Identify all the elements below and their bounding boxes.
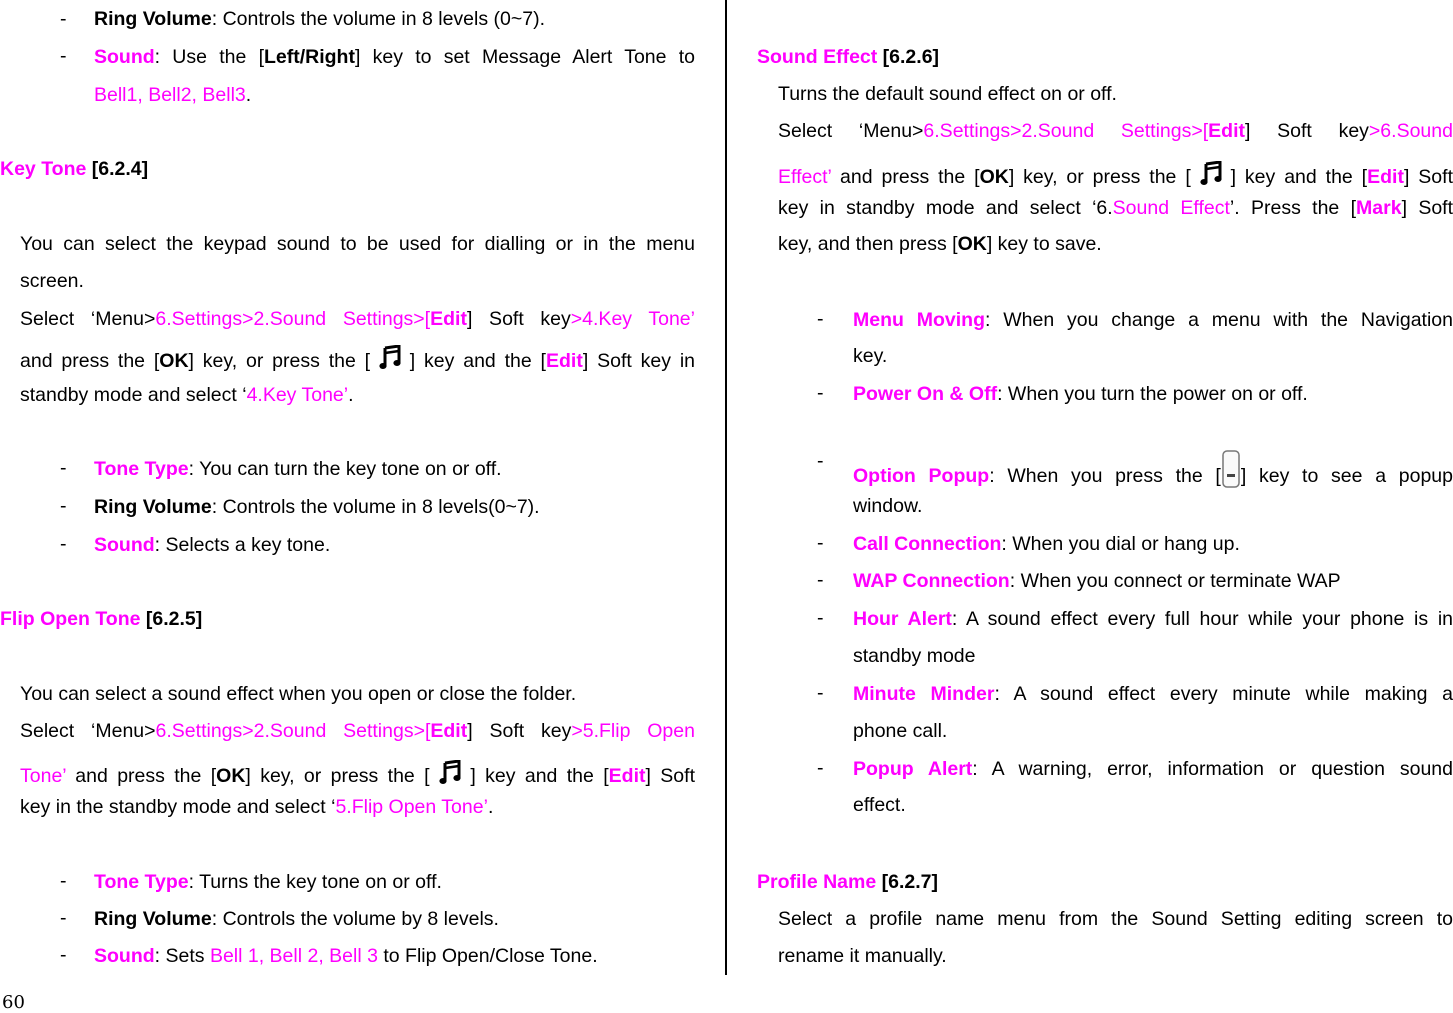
option-popup-desc: : When you press the [ — [989, 465, 1221, 487]
bell-options: Bell 1, Bell 2, Bell 3 — [209, 945, 378, 967]
minute-minder-label: Minute Minder — [853, 683, 995, 705]
popup-alert-label: Popup Alert — [853, 758, 973, 780]
standby-text: key in the standby mode and select ‘ — [20, 796, 336, 818]
ok-key: OK — [159, 350, 189, 372]
sound-options — [94, 83, 251, 107]
select-text: Select ‘Menu> — [778, 120, 924, 142]
standby-text: standby mode and select ‘ — [20, 384, 247, 406]
power-on-off-item — [853, 382, 1308, 406]
bullet-dash: - — [817, 382, 824, 404]
press-text: ] key and the [ — [400, 350, 546, 372]
ring-volume-item — [94, 907, 499, 931]
tone-type-label: Tone Type — [94, 458, 189, 480]
ring-volume-desc: : Controls the volume in 8 levels (0~7). — [211, 8, 546, 30]
hour-alert-item — [853, 607, 1453, 631]
phone-menu-key-icon — [1221, 450, 1241, 488]
sound-effect-standby-line — [778, 196, 1453, 220]
bullet-dash: - — [60, 944, 67, 966]
sound-effect-menu: Sound Effect — [1112, 197, 1230, 219]
tone-type-desc: : You can turn the key tone on or off. — [188, 458, 502, 480]
sound-effect-code: [6.2.6] — [882, 46, 940, 68]
ring-volume-item — [94, 7, 545, 31]
profile-name-title: Profile Name — [757, 871, 877, 893]
menu-path: 6.Settings>2.Sound Settings>[ — [923, 120, 1209, 142]
flip-tone-title: Flip Open Tone — [0, 608, 141, 630]
profile-name-desc-line: Select a profile name menu from the Sound Setting editing screen to — [778, 908, 1453, 930]
menu-moving-desc-2: key. — [853, 345, 888, 367]
ring-volume-label: Ring Volume — [94, 908, 212, 930]
option-popup-desc: ] key to see a popup — [1240, 465, 1453, 487]
bullet-dash: - — [817, 308, 824, 330]
press-text: and press the [ — [65, 765, 217, 787]
flip-tone-code: [6.2.5] — [145, 608, 203, 630]
key-tone-desc-line: You can select the keypad sound to be used for dialling or in the menu — [20, 233, 695, 255]
call-connection-label: Call Connection — [853, 533, 1002, 555]
sound-effect-press-line — [778, 161, 1453, 189]
flip-tone-press-line — [20, 760, 695, 788]
press-text: ] key and the [ — [460, 765, 609, 787]
edit-key: Edit — [545, 350, 583, 372]
call-connection-item — [853, 532, 1240, 556]
sound-effect-save-line — [778, 232, 1102, 256]
key-tone-menu: 4.Key Tone’ — [246, 384, 349, 406]
select-text: Select ‘Menu> — [20, 720, 156, 742]
menu-path-end: Effect’ — [778, 166, 832, 188]
sound-effect-select-line — [778, 119, 1453, 143]
ok-key: OK — [979, 166, 1009, 188]
period: . — [487, 796, 494, 818]
menu-path-end: >4.Key Tone’ — [570, 308, 695, 330]
menu-path: 6.Settings>2.Sound Settings>[ — [155, 308, 431, 330]
press-text: ] Soft — [645, 765, 695, 787]
menu-path-end: >6.Sound — [1368, 120, 1453, 142]
bullet-dash: - — [817, 450, 824, 472]
press-text: ] Soft — [1403, 166, 1453, 188]
bullet-dash: - — [60, 495, 67, 517]
flip-tone-desc: You can select a sound effect when you open or close the folder. — [20, 683, 577, 705]
press-text: ] Soft — [1401, 197, 1453, 219]
music-note-icon — [379, 345, 401, 371]
tone-type-item — [94, 457, 502, 481]
key-tone-desc-line: screen. — [20, 270, 84, 292]
sound-item — [94, 533, 330, 557]
press-text: ] key, or press the [ — [245, 765, 439, 787]
sound-text: : Use the [ — [154, 46, 264, 68]
press-text: ] Soft key in — [582, 350, 695, 372]
standby-text: key in standby mode and select ‘6. — [778, 197, 1113, 219]
flip-tone-select-line — [20, 719, 695, 743]
column-divider — [725, 0, 727, 975]
popup-alert-item — [853, 757, 1453, 781]
wap-connection-desc: : When you connect or terminate WAP — [1009, 570, 1341, 592]
press-text: ] key and the [ — [1221, 166, 1368, 188]
minute-minder-item — [853, 682, 1453, 706]
profile-name-desc-line: rename it manually. — [778, 945, 947, 967]
hour-alert-desc: : A sound effect every full hour while your phone is in — [951, 608, 1453, 630]
key-tone-select-line — [20, 307, 695, 331]
sound-desc: : Sets — [154, 945, 210, 967]
option-popup-desc-2: window. — [853, 495, 923, 517]
bullet-dash: - — [60, 457, 67, 479]
wap-connection-label: WAP Connection — [853, 570, 1010, 592]
popup-alert-desc: : A warning, error, information or question sound — [972, 758, 1453, 780]
bullet-dash: - — [817, 757, 824, 779]
left-right-key: Left/Right — [263, 46, 355, 68]
bullet-dash: - — [817, 532, 824, 554]
save-text: ] key to save. — [986, 233, 1102, 255]
edit-key: Edit — [1367, 166, 1404, 188]
soft-key-text: ] Soft key — [1245, 120, 1369, 142]
option-popup-item — [853, 450, 1453, 488]
flip-tone-standby-line — [20, 795, 493, 819]
bell-options: Bell1, Bell2, Bell3 — [94, 84, 246, 106]
bullet-dash: - — [817, 607, 824, 629]
ok-key: OK — [216, 765, 246, 787]
press-text: ’. Press the [ — [1229, 197, 1357, 219]
key-tone-press-line — [20, 345, 695, 373]
menu-moving-desc: : When you change a menu with the Navigation — [985, 309, 1453, 331]
soft-key-text: ] Soft key — [467, 720, 572, 742]
menu-path: 6.Settings>2.Sound Settings>[ — [155, 720, 431, 742]
profile-name-heading — [757, 870, 938, 894]
menu-moving-label: Menu Moving — [853, 309, 985, 331]
bullet-dash: - — [60, 45, 67, 67]
soft-key-text: ] Soft key — [466, 308, 571, 330]
edit-key: Edit — [608, 765, 646, 787]
power-desc: : When you turn the power on or off. — [997, 383, 1308, 405]
sound-label: Sound — [94, 534, 155, 556]
press-text: ] key, or press the [ — [188, 350, 379, 372]
ring-volume-label: Ring Volume — [94, 8, 212, 30]
minute-minder-desc: : A sound effect every minute while making a — [994, 683, 1453, 705]
bullet-dash: - — [60, 533, 67, 555]
sound-label: Sound — [94, 46, 155, 68]
edit-key: Edit — [430, 308, 467, 330]
flip-tone-menu: 5.Flip Open Tone’ — [335, 796, 488, 818]
sound-desc: to Flip Open/Close Tone. — [377, 945, 598, 967]
mark-key: Mark — [1356, 197, 1402, 219]
music-note-icon — [439, 760, 461, 786]
sound-desc: : Selects a key tone. — [154, 534, 331, 556]
ring-volume-desc: : Controls the volume by 8 levels. — [211, 908, 499, 930]
ring-volume-item — [94, 495, 540, 519]
wap-connection-item — [853, 569, 1341, 593]
key-tone-standby-line — [20, 383, 354, 407]
music-note-icon — [1200, 161, 1222, 187]
ring-volume-label: Ring Volume — [94, 496, 212, 518]
hour-alert-label: Hour Alert — [853, 608, 952, 630]
select-text: Select ‘Menu> — [20, 308, 156, 330]
edit-key: Edit — [430, 720, 468, 742]
key-tone-heading — [0, 157, 148, 181]
power-label: Power On & Off — [853, 383, 998, 405]
press-text: and press the [ — [831, 166, 980, 188]
sound-item — [94, 45, 695, 69]
sound-text: ] key to set Message Alert Tone to — [354, 46, 695, 68]
bullet-dash: - — [817, 569, 824, 591]
popup-alert-desc-2: effect. — [853, 794, 906, 816]
ok-key: OK — [957, 233, 987, 255]
sound-effect-desc: Turns the default sound effect on or off. — [778, 83, 1117, 105]
bullet-dash: - — [60, 8, 67, 30]
edit-key: Edit — [1208, 120, 1246, 142]
menu-path-end: >5.Flip Open — [571, 720, 695, 742]
sound-label: Sound — [94, 945, 155, 967]
sound-item — [94, 944, 598, 968]
ring-volume-desc: : Controls the volume in 8 levels(0~7). — [211, 496, 540, 518]
period: . — [348, 384, 354, 406]
sound-effect-title: Sound Effect — [757, 46, 878, 68]
press-text: and press the [ — [20, 350, 160, 372]
menu-moving-item — [853, 308, 1453, 332]
minute-minder-desc-2: phone call. — [853, 720, 948, 742]
tone-type-label: Tone Type — [94, 871, 189, 893]
bullet-dash: - — [60, 870, 67, 892]
sound-effect-heading — [757, 45, 939, 69]
flip-open-tone-heading — [0, 607, 202, 631]
hour-alert-desc-2: standby mode — [853, 645, 976, 667]
tone-type-item — [94, 870, 442, 894]
page-number: 60 — [2, 992, 25, 1013]
option-popup-label: Option Popup — [853, 465, 990, 487]
call-connection-desc: : When you dial or hang up. — [1001, 533, 1240, 555]
press-text: ] key, or press the [ — [1008, 166, 1200, 188]
profile-name-code: [6.2.7] — [881, 871, 938, 893]
period: . — [245, 84, 252, 106]
bullet-dash: - — [60, 907, 67, 929]
menu-path-end: Tone’ — [20, 765, 66, 787]
key-tone-code: [6.2.4] — [91, 158, 149, 180]
bullet-dash: - — [817, 682, 824, 704]
save-text: key, and then press [ — [778, 233, 958, 255]
tone-type-desc: : Turns the key tone on or off. — [188, 871, 442, 893]
key-tone-title: Key Tone — [0, 158, 87, 180]
